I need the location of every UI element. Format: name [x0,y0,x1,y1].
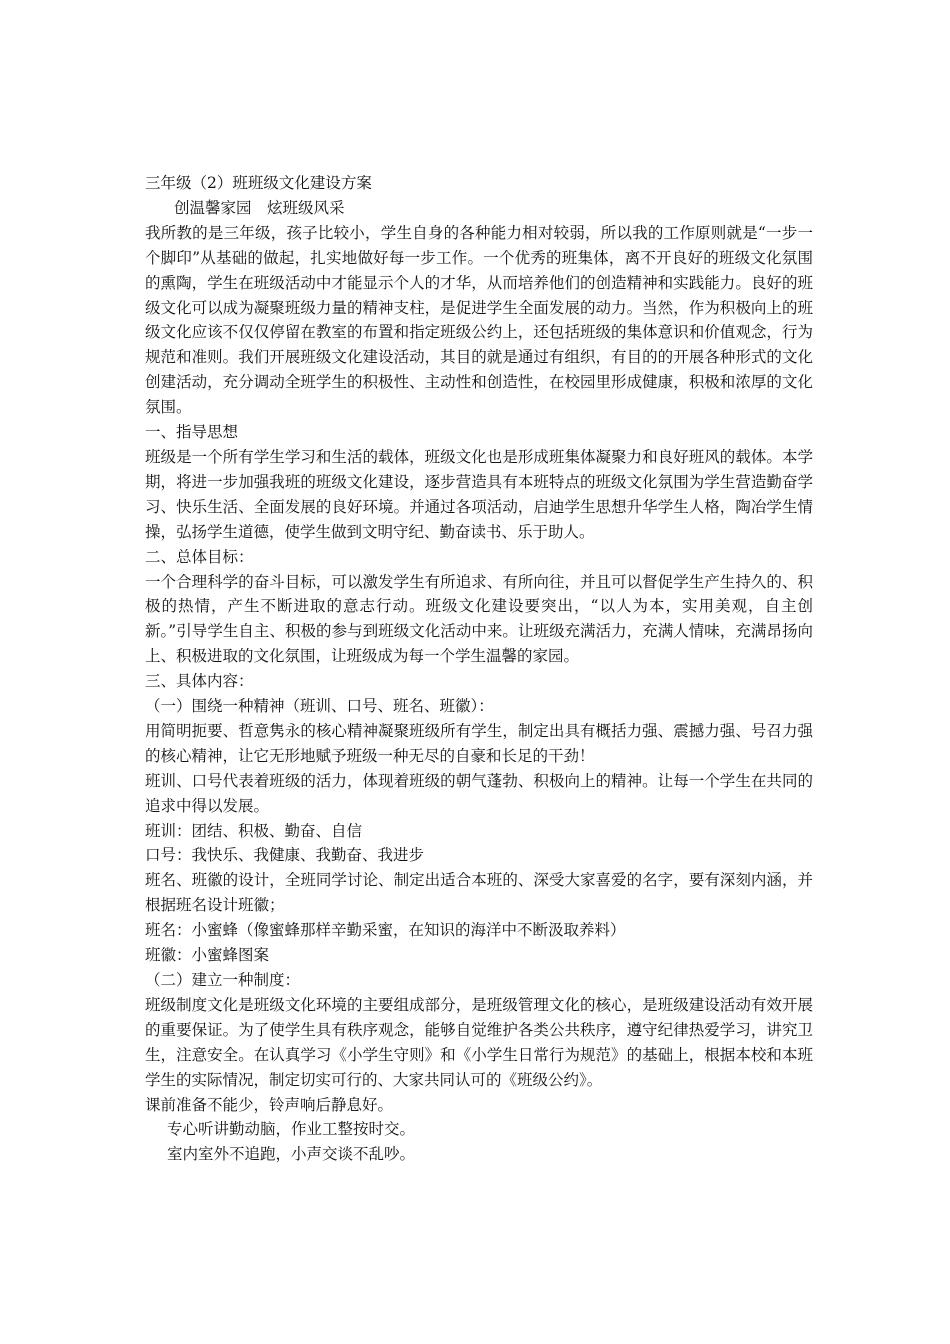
class-slogan: 口号：我快乐、我健康、我勤奋、我进步 [145,846,425,865]
section2-paragraph: 一个合理科学的奋斗目标，可以激发学生有所追求、有所向往，并且可以督促学生产生持久的、积极的热情，产生不断进取的意志行动。班级文化建设要突出，“以人为本，实用美观，自主创新。”引导学生自主、积极的参与到班级文化活动中来。让班级充满活力，充满人情味，充满昂扬向上、积极进取的文化氛围，让班级成为每一个学生温馨的家园。 [145,572,813,666]
intro-paragraph: 我所教的是三年级，孩子比较小，学生自身的各种能力相对较弱，所以我的工作原则就是“一步一个脚印”从基础的做起，扎实地做好每一步工作。一个优秀的班集体，离不开良好的班级文化氛围的熏陶，学生在班级活动中才能显示个人的才华，从而培养他们的创造精神和实践能力。良好的班级文化可以成为凝聚班级力量的精神支柱，是促进学生全面发展的动力。当然，作为积极向上的班级文化应该不仅仅停留在教室的布置和指定班级公约上，还包括班级的集体意识和价值观念，行为规范和准则。我们开展班级文化建设活动，其目的就是通过有组织，有目的的开展各种形式的文化创建活动，充分调动全班学生的积极性、主动性和创造性，在校园里形成健康，积极和浓厚的文化氛围。 [145,223,813,417]
section3-heading: 三、具体内容： [145,672,254,691]
subsection1-paragraph-3: 班名、班徽的设计，全班同学讨论、制定出适合本班的、深受大家喜爱的名字，要有深刻内涵，并根据班名设计班徽； [145,871,813,915]
class-motto: 班训：团结、积极、勤奋、自信 [145,821,363,840]
subsection1-heading: （一）围绕一种精神（班训、口号、班名、班徽）： [145,697,494,716]
class-name: 班名：小蜜蜂（像蜜蜂那样辛勤采蜜，在知识的海洋中不断汲取养料） [145,921,626,940]
section1-heading: 一、指导思想 [145,423,239,442]
class-rule-2: 专心听讲勤动脑，作业工整按时交。 [167,1120,416,1139]
section1-paragraph: 班级是一个所有学生学习和生活的载体，班级文化也是形成班集体凝聚力和良好班风的载体。本学期，将进一步加强我班的班级文化建设，逐步营造具有本班特点的班级文化氛围为学生营造勤奋学习、快乐生活、全面发展的良好环境。并通过各项活动，启迪学生思想升华学生人格，陶冶学生情操，弘扬学生道德，使学生做到文明守纪、勤奋读书、乐于助人。 [145,447,813,541]
subsection2-paragraph: 班级制度文化是班级文化环境的主要组成部分，是班级管理文化的核心，是班级建设活动有效开展的重要保证。为了使学生具有秩序观念，能够自觉维护各类公共秩序，遵守纪律热爱学习，讲究卫生，注意安全。在认真学习《小学生守则》和《小学生日常行为规范》的基础上，根据本校和本班学生的实际情况，制定切实可行的、大家共同认可的《班级公约》。 [145,995,813,1089]
subsection1-paragraph-2: 班训、口号代表着班级的活力，体现着班级的朝气蓬勃、积极向上的精神。让每一个学生在共同的追求中得以发展。 [145,771,813,815]
section2-heading: 二、总体目标： [145,547,254,566]
document-page [145,171,813,1167]
class-rule-3: 室内室外不追跑，小声交谈不乱吵。 [167,1145,416,1164]
subsection1-paragraph-1: 用简明扼要、哲意隽永的核心精神凝聚班级所有学生，制定出具有概括力强、震撼力强、号召力强的核心精神，让它无形地赋予班级一种无尽的自豪和长足的干劲！ [145,721,813,765]
class-rule-1: 课前准备不能少，铃声响后静息好。 [145,1095,394,1114]
subsection2-heading: （二）建立一种制度： [145,971,301,989]
document-title: 三年级（2）班班级文化建设方案 [145,174,372,192]
class-badge: 班徽：小蜜蜂图案 [145,946,270,965]
document-subtitle: 创温馨家园 炫班级风采 [174,198,345,217]
